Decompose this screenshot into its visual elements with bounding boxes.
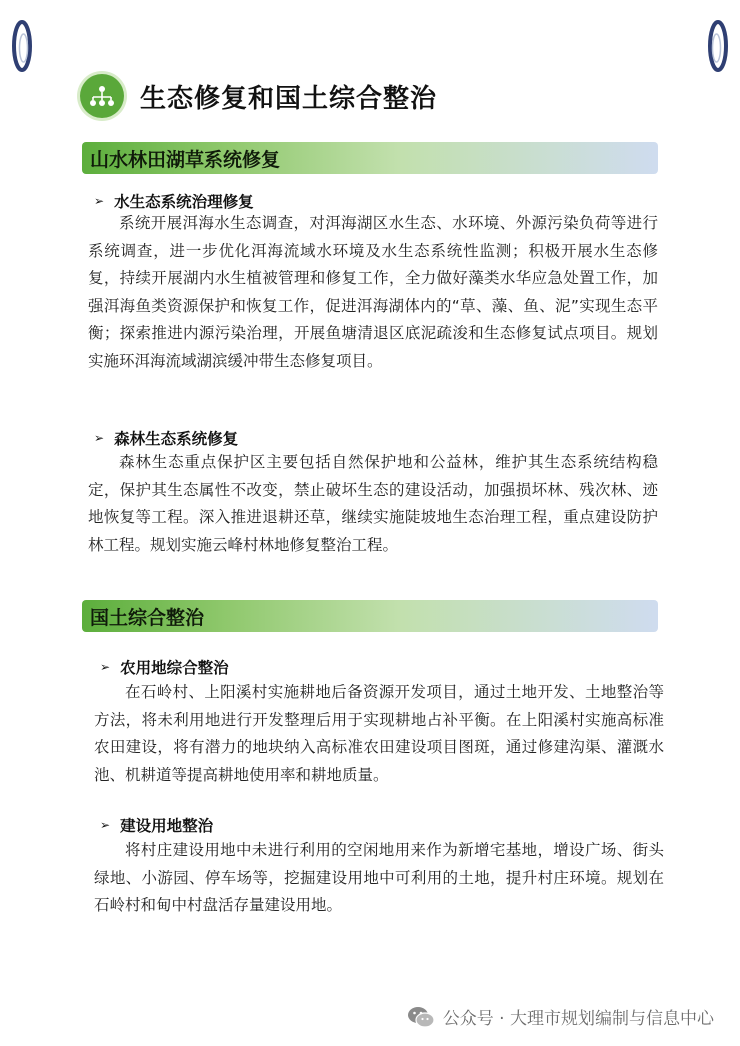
arrow-bullet-icon: ➢ xyxy=(100,660,111,674)
subsection-heading-text: 建设用地整治 xyxy=(120,817,214,835)
subsection-heading xyxy=(94,427,238,449)
body-paragraph: 将村庄建设用地中未进行利用的空闲地用来作为新增宅基地，增设广场、街头绿地、小游园、停车场等，挖掘建设用地中可利用的土地，提升村庄环境。规划在石岭村和甸中村盘活存量建设用地。 xyxy=(94,841,664,915)
section-heading: 山水林田湖草系统修复 xyxy=(82,142,658,174)
footer-text: 公众号 · 大理市规划编制与信息中心 xyxy=(442,1009,714,1029)
body-paragraph: 在石岭村、上阳溪村实施耕地后备资源开发项目，通过土地开发、土地整治等方法，将未利用地进行开发整理后用于实现耕地占补平衡。在上阳溪村实施高标准农田建设，将有潜力的地块纳入高标准农田建设项目图斑，通过修建沟渠、灌溉水池、机耕道等提高耕地使用率和耕地质量。 xyxy=(94,683,664,784)
ring-binder-icon xyxy=(707,18,729,74)
section-heading: 国土综合整治 xyxy=(82,600,658,632)
page-header xyxy=(80,74,437,118)
body-paragraph: 森林生态重点保护区主要包括自然保护地和公益林，维护其生态系统结构稳定，保护其生态属性不改变，禁止破坏生态的建设活动，加强损坏林、残次林、迹地恢复等工程。深入推进退耕还草，继续实施陡坡地生态治理工程，重点建设防护林工程。规划实施云峰村林地修复整治工程。 xyxy=(88,453,658,554)
arrow-bullet-icon: ➢ xyxy=(94,431,105,445)
subsection-heading xyxy=(94,190,254,212)
body-paragraph: 系统开展洱海水生态调查，对洱海湖区水生态、水环境、外源污染负荷等进行系统调查，进一步优化洱海流域水环境及水生态系统性监测；积极开展水生态修复，持续开展湖内水生植被管理和修复工作，全力做好藻类水华应急处置工作，加强洱海鱼类资源保护和恢复工作，促进洱海湖体内的“草、藻、鱼、泥”实现生态平衡；探索推进内源污染治理，开展鱼塘清退区底泥疏浚和生态修复试点项目。规划实施环洱海流域湖滨缓冲带生态修复项目。 xyxy=(88,214,658,370)
ring-binder-icon xyxy=(11,18,33,74)
arrow-bullet-icon: ➢ xyxy=(100,818,111,832)
hierarchy-icon xyxy=(80,74,124,118)
wechat-icon xyxy=(407,1005,435,1029)
subsection-heading-text: 水生态系统治理修复 xyxy=(114,193,254,211)
subsection-heading-text: 森林生态系统修复 xyxy=(114,430,239,448)
footer-attribution xyxy=(407,1004,714,1029)
arrow-bullet-icon: ➢ xyxy=(94,194,105,208)
subsection-heading-text: 农用地综合整治 xyxy=(120,659,229,677)
subsection-heading xyxy=(100,814,213,836)
page-title: 生态修复和国土综合整治 xyxy=(140,83,438,114)
subsection-heading xyxy=(100,656,229,678)
